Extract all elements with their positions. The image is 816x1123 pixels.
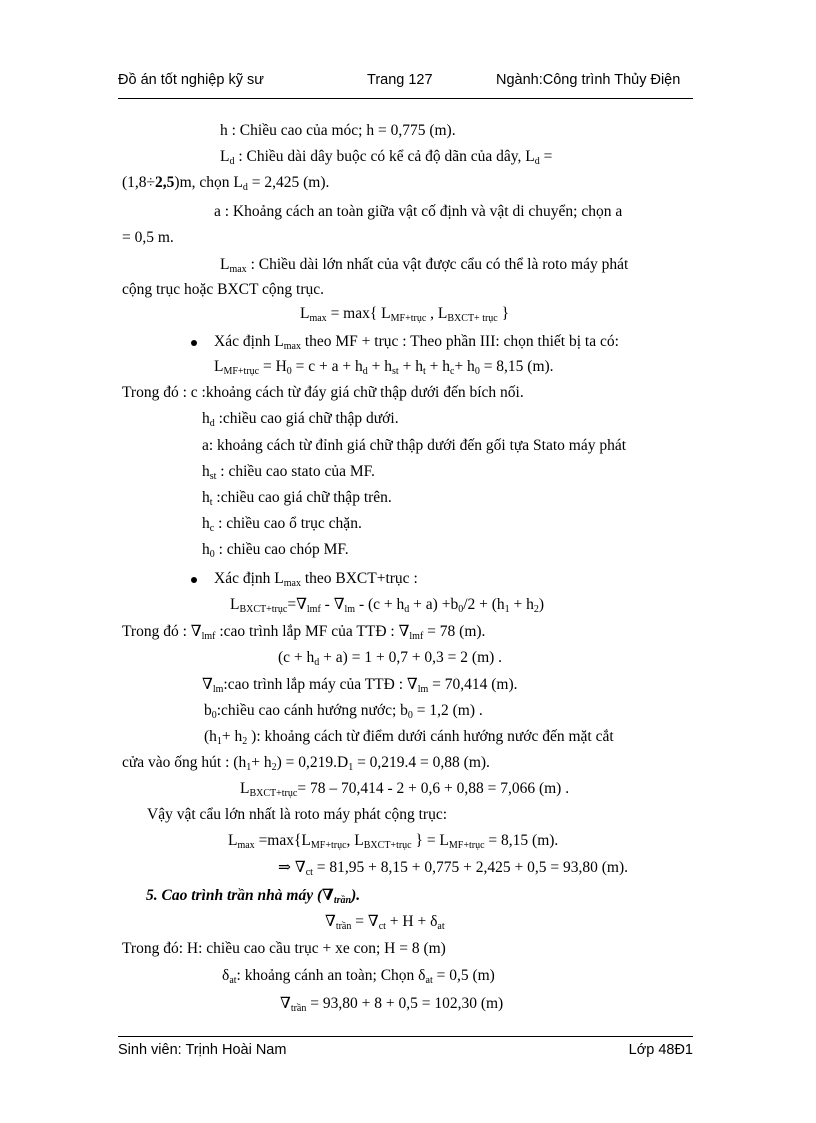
header-page-number: Trang 127 xyxy=(367,72,433,88)
equation-chda: $(c + h_d + a) = 1 + 0,7 + 0,3 = 2$ (m) . xyxy=(278,649,503,668)
hd-definition: $h_d$ :chiều cao giá chữ thập dưới. xyxy=(202,410,399,429)
h0-definition: $h_0$ : chiều cao chóp MF. xyxy=(202,541,349,560)
equation-lbxct-value: $L_{BXCT+trục}= 78 - 70,414 - 2 + 0,6 + 0,88 = 7,066$ (m) . xyxy=(240,780,570,799)
equation-vct: ⇒ $\nabla_{ct} = 81,95 + 8,15 + 0,775 + 2,425 + 0,5 = 93,80$ (m). xyxy=(278,859,628,878)
bullet-bxct-shaft: Xác định $L_{max}$ theo BXCT+trục : xyxy=(214,570,418,589)
lmax-definition-line2: cộng trục hoặc BXCT cộng trục. xyxy=(122,281,325,298)
where-c: Trong đó : c :khoảng cách từ đáy giá chữ thập dưới đến bích nối. xyxy=(122,384,524,401)
hst-definition: $h_{st}$ : chiều cao stato của MF. xyxy=(202,463,375,482)
equation-lmf: $L_{MF+trục} = H_0 = c + a + h_d + h_{st} + h_t + h_c+ h_0 = 8,15$ (m). xyxy=(214,358,554,377)
hc-definition: $h_c$ : chiều cao ổ trục chặn. xyxy=(202,515,362,534)
section-5-heading: 5. Cao trình trần nhà máy $(\nabla_{trần})$. xyxy=(146,887,361,906)
header-left: Đồ án tốt nghiệp kỹ sư xyxy=(118,72,264,88)
ld-definition-line2: (1,8÷2,5)m, chọn $L_d = 2,425$ (m). xyxy=(122,174,330,193)
ld-definition-line1: $L_d$ : Chiều dài dây buộc có kể cả độ dãn của dây, $L_d$ = xyxy=(220,148,553,167)
page-footer xyxy=(118,1042,693,1064)
equation-vtran-value: $\nabla_{trần} = 93,80 + 8 + 0,5 = 102,30$ (m) xyxy=(280,995,504,1014)
a-gap-definition: a: khoảng cách từ đỉnh giá chữ thập dưới đến gối tựa Stato máy phát xyxy=(202,437,627,454)
a-definition-line2: = 0,5 m. xyxy=(122,229,174,246)
h-definition: h : Chiều cao của móc; h = 0,775 (m). xyxy=(220,122,456,139)
footer-rule xyxy=(118,1036,693,1037)
where-lmf: Trong đó : $\nabla_{lmf}$ :cao trình lắp MF của TTĐ : $\nabla_{lmf} = 78$ (m). xyxy=(122,623,486,642)
conclusion-text: Vậy vật cẩu lớn nhất là roto máy phát cộng trục: xyxy=(147,806,448,823)
dat-definition: $\delta_{at}$: khoảng cánh an toàn; Chọn $\delta_{at} = 0,5$ (m) xyxy=(222,967,495,986)
footer-class: Lớp 48Đ1 xyxy=(628,1042,693,1058)
equation-lmax-value: $L_{max} =\max\{L_{MF+trục}$, $L_{BXCT+trục}$ } = $L_{MF+trục} = 8,15$ (m). xyxy=(228,832,559,851)
h1h2-definition-line2: cửa vào ống hút : $(h_1+ h_2) = 0,219.D_1 = 0,219.4 = 0,88$ (m). xyxy=(122,754,490,773)
lm-definition: $\nabla_{lm}:cao$ trình lắp máy của TTĐ : $\nabla_{lm} = 70,414$ (m). xyxy=(202,676,518,695)
ht-definition: $h_t$ :chiều cao giá chữ thập trên. xyxy=(202,489,392,508)
bullet-icon xyxy=(191,577,197,583)
footer-student: Sinh viên: Trịnh Hoài Nam xyxy=(118,1042,287,1058)
equation-vtran: $\nabla_{trần} = \nabla_{ct} + H + \delta_{at}$ xyxy=(325,913,445,932)
equation-lbxct: $L_{BXCT+trục}=\nabla_{lmf} - \nabla_{lm} - (c + h_d + a) +b_0/2 + (h_1 + h_2)$ xyxy=(230,596,545,615)
equation-lmax: $L_{max} = \max${ $L_{MF+trục}$ , $L_{BXCT+ trục}$ } xyxy=(300,305,510,324)
where-h: Trong đó: H: chiều cao cầu trục + xe con; H = 8 (m) xyxy=(122,940,446,957)
header-rule xyxy=(118,98,693,99)
page-header xyxy=(118,72,693,94)
header-right: Ngành:Công trình Thủy Điện xyxy=(496,72,681,88)
bullet-mf-shaft: Xác định $L_{max}$ theo MF + trục : Theo phần III: chọn thiết bị ta có: xyxy=(214,333,619,352)
a-definition-line1: a : Khoảng cách an toàn giữa vật cố định và vật di chuyển; chọn a xyxy=(214,203,623,220)
b0-definition: $b_0:chiều$ cao cánh hướng nước; $b_0 = 1,2$ (m) . xyxy=(204,702,483,721)
lmax-definition-line1: $L_{max}$ : Chiều dài lớn nhất của vật được cẩu có thể là roto máy phát xyxy=(220,256,629,275)
bullet-icon xyxy=(191,340,197,346)
h1h2-definition-line1: ($h_1+ h_2$ ): khoảng cách từ điểm dưới cánh hướng nước đến mặt cắt xyxy=(204,728,614,747)
